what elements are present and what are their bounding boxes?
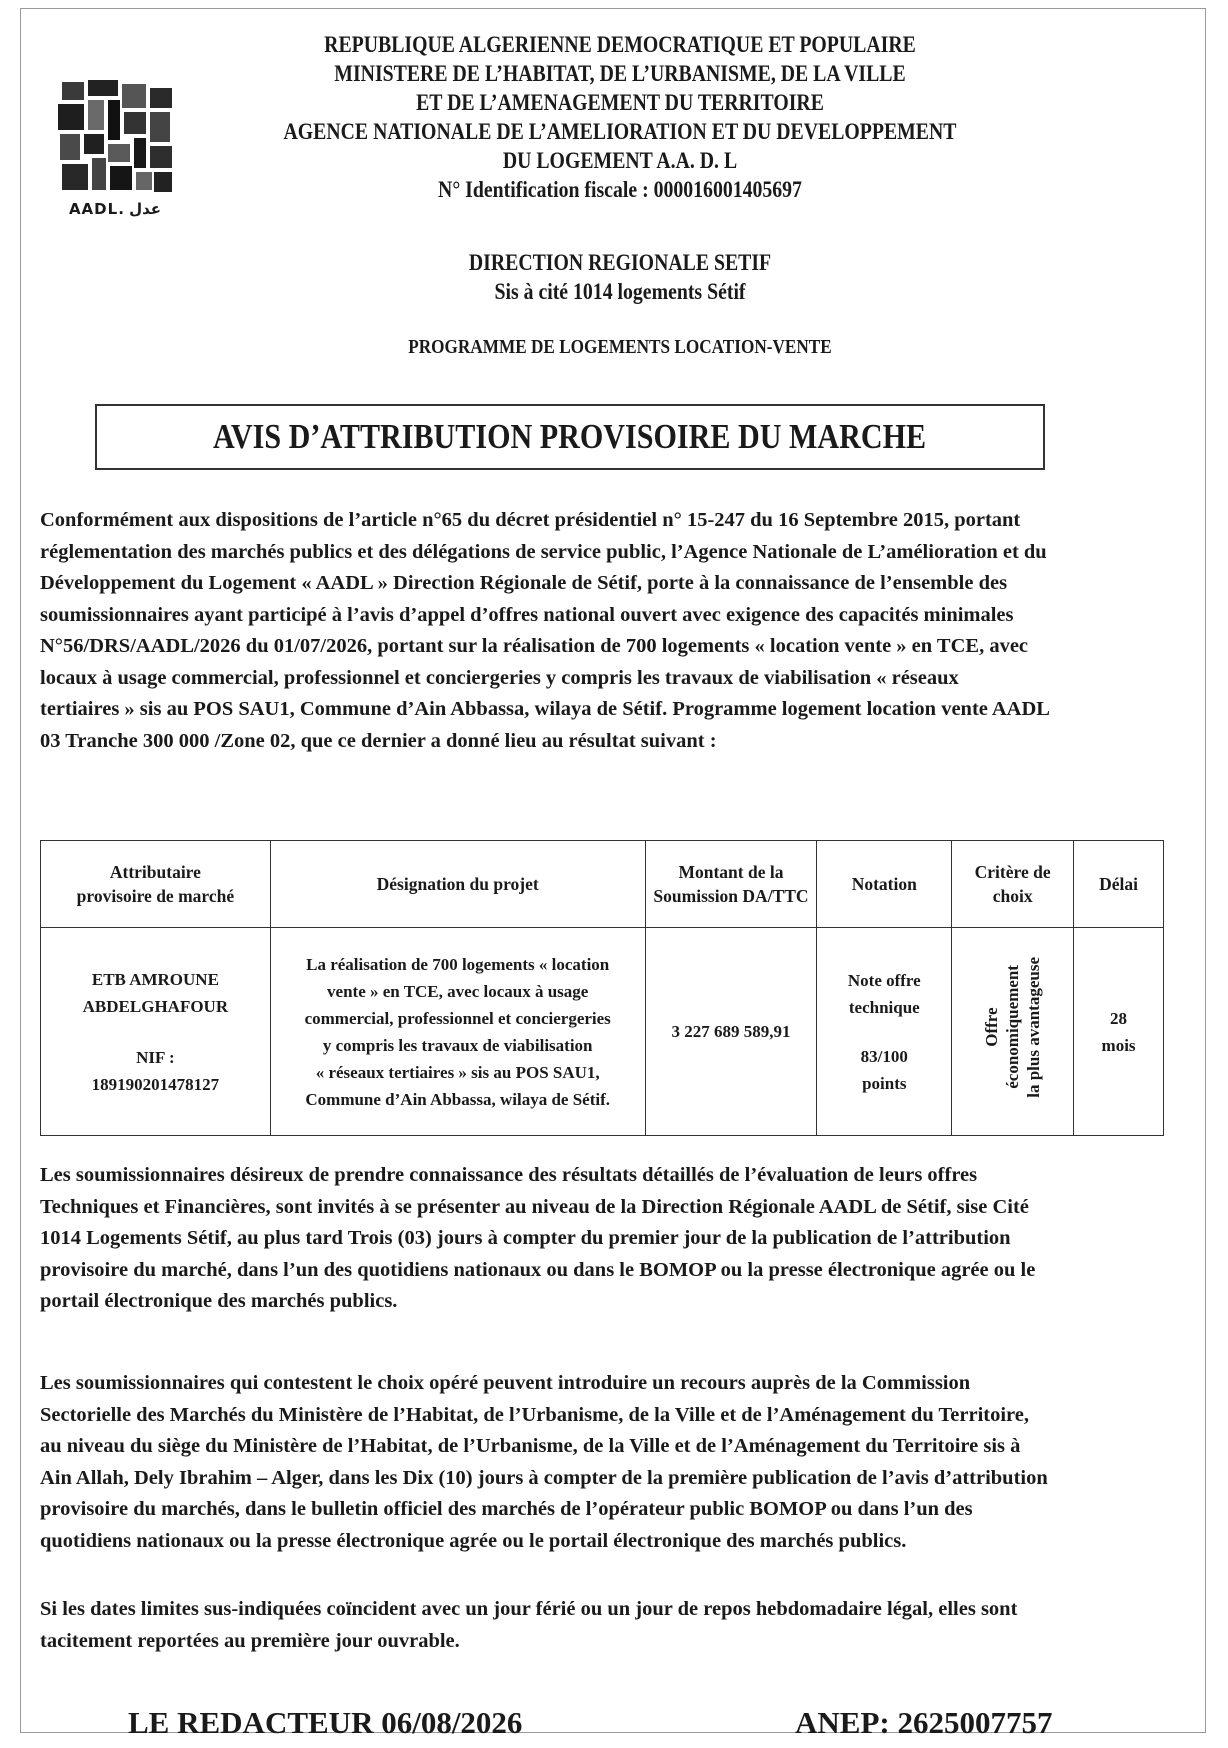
intro-paragraph xyxy=(40,505,1164,757)
intro-line: 03 Tranche 300 000 /Zone 02, que ce dernier a donné lieu au résultat suivant : xyxy=(40,729,717,752)
nif-value: 189190201478127 xyxy=(91,1074,220,1094)
header-notation: Notation xyxy=(817,841,952,928)
paragraph-dates xyxy=(40,1594,1164,1657)
para2-line: portail électronique des marchés publics. xyxy=(40,1290,398,1312)
cell-delai: 28 mois xyxy=(1074,928,1164,1136)
attributaire-name-2: ABDELGHAFOUR xyxy=(82,996,229,1016)
intro-line: réglementation des marchés publics et des délégations de service public, l’Agence Nationale de L’amélioration et du xyxy=(40,540,1047,563)
header-line-fiscal-id: N° Identification fiscale : 000016001405697 xyxy=(438,177,802,202)
header-line-ministry-2: ET DE L’AMENAGEMENT DU TERRITOIRE xyxy=(416,90,824,115)
attributaire-name: ETB AMROUNE xyxy=(91,969,219,989)
title-box xyxy=(95,404,1045,470)
header-delai: Délai xyxy=(1074,841,1164,928)
header-attributaire: Attributaire provisoire de marché xyxy=(41,841,271,928)
cell-designation: La réalisation de 700 logements « location vente » en TCE, avec locaux à usage commercial, professionnel et conciergeries y compris les travaux de viabilisation « réseaux tertiaires » sis au POS SAU1, Commune d’Ain Abbassa, wilaya de Sétif. xyxy=(270,928,645,1136)
para2-line: Techniques et Financières, sont invités à se présenter au niveau de la Direction Régionale AADL de Sétif, sise Cité xyxy=(40,1195,1029,1218)
header-programme: PROGRAMME DE LOGEMENTS LOCATION-VENTE xyxy=(408,336,832,358)
table-row xyxy=(41,928,1164,1136)
nif-label: NIF : xyxy=(136,1047,175,1067)
header-programme-block xyxy=(250,333,990,362)
header-address: Sis à cité 1014 logements Sétif xyxy=(494,279,746,304)
cell-critere xyxy=(952,928,1074,1136)
header-line-republic: REPUBLIQUE ALGERIENNE DEMOCRATIQUE ET POPULAIRE xyxy=(324,32,916,57)
header-line-agency: AGENCE NATIONALE DE L’AMELIORATION ET DU DEVELOPPEMENT xyxy=(283,119,957,144)
cell-notation: Note offre technique 83/100 points xyxy=(817,928,952,1136)
logo-caption: عدل .AADL xyxy=(68,200,162,218)
page-title: AVIS D’ATTRIBUTION PROVISOIRE DU MARCHE xyxy=(213,417,927,456)
header-line-ministry: MINISTERE DE L’HABITAT, DE L’URBANISME, DE LA VILLE xyxy=(334,61,906,86)
header-montant: Montant de la Soumission DA/TTC xyxy=(645,841,817,928)
para3-line: Les soumissionnaires qui contestent le choix opéré peuvent introduire un recours auprès de la Commission xyxy=(40,1372,971,1394)
para3-line: provisoire du marchés, dans le bulletin officiel des marchés de l’opérateur public BOMOP ou dans l’un des xyxy=(40,1498,973,1520)
header-block xyxy=(250,30,990,204)
cell-montant: 3 227 689 589,91 xyxy=(645,928,817,1136)
table-header-row xyxy=(41,841,1164,928)
para4-line: tacitement reportées au première jour ouvrable. xyxy=(40,1629,460,1652)
footer-anep: ANEP: 2625007757 xyxy=(795,1705,1053,1740)
footer-redacteur: LE REDACTEUR 06/08/2026 xyxy=(128,1705,523,1740)
para3-line: Ain Allah, Dely Ibrahim – Alger, dans les Dix (10) jours à compter de la première publication de l’avis d’attribution xyxy=(40,1466,1048,1489)
para4-line: Si les dates limites sus-indiquées coïncident avec un jour férié ou un jour de repos hebdomadaire légal, elles sont xyxy=(40,1598,1018,1620)
aadl-logo-icon xyxy=(54,78,176,196)
paragraph-results-consultation xyxy=(40,1160,1164,1318)
intro-line: soumissionnaires ayant participé à l’avis d’appel d’offres national ouvert avec exigence des capacités minimales xyxy=(40,603,1014,626)
para2-line: provisoire du marché, dans l’un des quotidiens nationaux ou dans le BOMOP ou la presse électronique agrée ou le xyxy=(40,1258,1036,1281)
cell-attributaire xyxy=(41,928,271,1136)
header-designation: Désignation du projet xyxy=(270,841,645,928)
para3-line: au niveau du siège du Ministère de l’Habitat, de l’Urbanisme, de la Ville et de l’Aménagement du Territoire sis à xyxy=(40,1435,1021,1457)
intro-line: N°56/DRS/AADL/2026 du 01/07/2026, portant sur la réalisation de 700 logements « location vente » en TCE, avec xyxy=(40,635,1029,657)
critere-vertical-text: Offre économiquement la plus avantageuse xyxy=(982,957,1044,1098)
aadl-logo xyxy=(54,78,176,228)
para3-line: quotidiens nationaux ou la presse électronique agrée ou le portail électronique des marchés publics. xyxy=(40,1529,907,1552)
header-direction: DIRECTION REGIONALE SETIF xyxy=(468,250,772,275)
intro-line: locaux à usage commercial, professionnel et conciergeries y compris les travaux de viabilisation « réseaux xyxy=(40,666,959,689)
result-table xyxy=(40,840,1164,1136)
para2-line: Les soumissionnaires désireux de prendre connaissance des résultats détaillés de l’évaluation de leurs offres xyxy=(40,1164,978,1186)
header-direction-block xyxy=(250,248,990,306)
paragraph-recours xyxy=(40,1368,1164,1557)
header-critere: Critère de choix xyxy=(952,841,1074,928)
header-line-agency-2: DU LOGEMENT A.A. D. L xyxy=(502,148,738,173)
intro-line: Développement du Logement « AADL » Direction Régionale de Sétif, porte à la connaissance de l’ensemble des xyxy=(40,572,1008,594)
intro-line: tertiaires » sis au POS SAU1, Commune d’Ain Abbassa, wilaya de Sétif. Programme logement location vente AADL xyxy=(40,698,1050,720)
para2-line: 1014 Logements Sétif, au plus tard Trois (03) jours à compter du premier jour de la publication de l’attribution xyxy=(40,1227,1011,1249)
intro-line: Conformément aux dispositions de l’article n°65 du décret présidentiel n° 15-247 du 16 Septembre 2015, portant xyxy=(40,509,1021,531)
para3-line: Sectorielle des Marchés du Ministère de l’Habitat, de l’Urbanisme, de la Ville et de l’Aménagement du Territoire, xyxy=(40,1403,1029,1426)
